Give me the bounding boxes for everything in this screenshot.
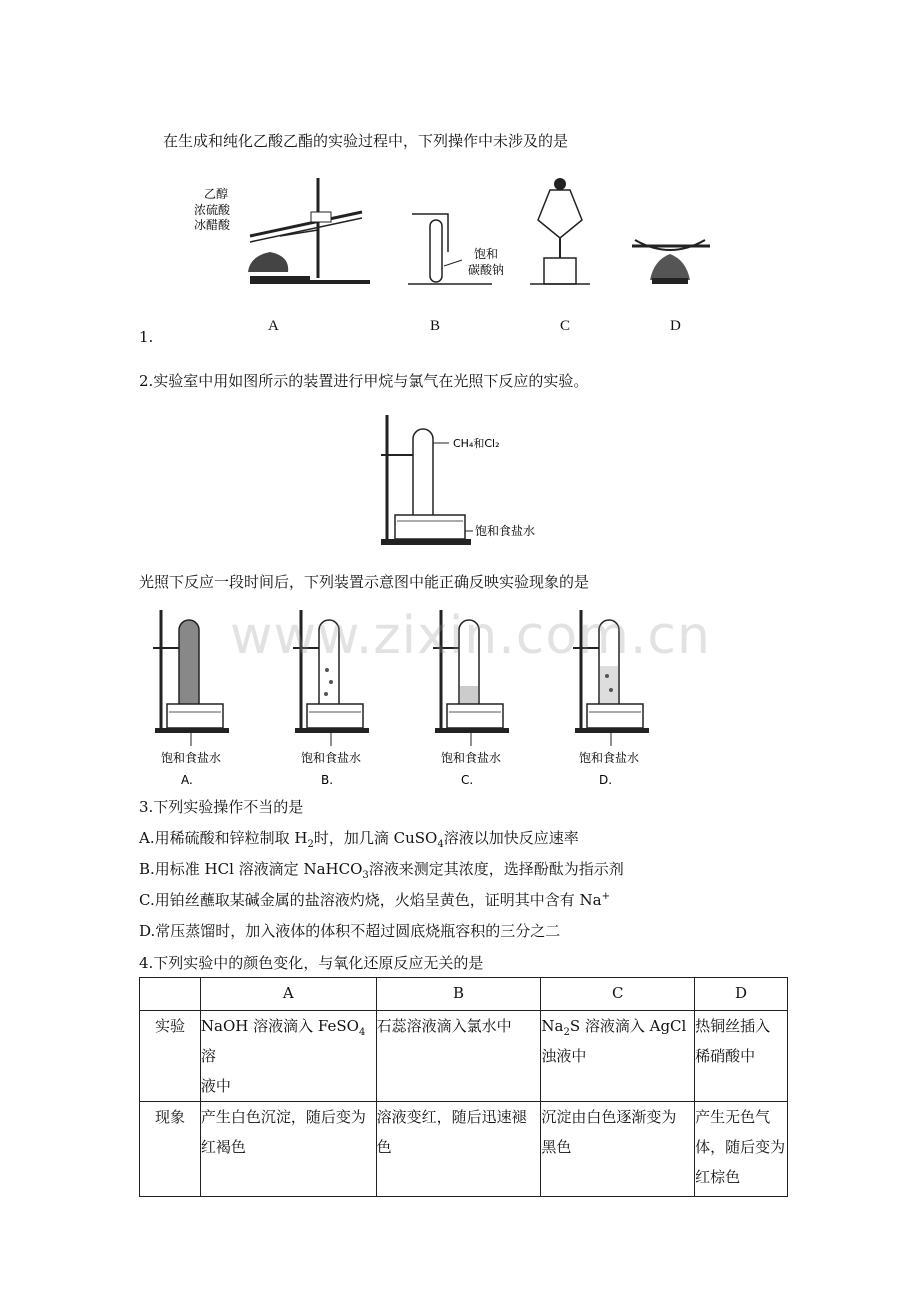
obs-cell-c: 沉淀由白色逐渐变为 黑色 xyxy=(541,1102,695,1197)
row-label-phenomenon: 现象 xyxy=(140,1102,201,1197)
table-row-phenomenon xyxy=(140,1102,788,1197)
q2-option-a xyxy=(153,610,229,787)
q2-option-c-brine: 饱和食盐水 xyxy=(441,751,502,765)
q4-stem: 4.下列实验中的颜色变化，与氧化还原反应无关的是 xyxy=(139,954,484,972)
reagent-label-2: 浓硫酸 xyxy=(194,203,231,217)
q3-option-a: A.用稀硫酸和锌粒制取 $H_2$时，加几滴 CuSO$_4$溶液以加快反应速率 xyxy=(139,829,579,850)
obs-cell-b: 溶液变红，随后迅速褪 色 xyxy=(376,1102,541,1197)
q1-label-b: B xyxy=(430,318,441,334)
q2-followup: 光照下反应一段时间后，下列装置示意图中能正确反映实验现象的是 xyxy=(139,573,590,591)
q1-stem: 在生成和纯化乙酸乙酯的实验过程中，下列操作中未涉及的是 xyxy=(163,132,569,150)
table-header-a: A xyxy=(200,978,376,1011)
q1-number: 1. xyxy=(139,328,154,346)
table-header-c: C xyxy=(541,978,695,1011)
exp-cell-b: 石蕊溶液滴入氯水中 xyxy=(376,1011,541,1102)
exp-cell-d: 热铜丝插入 稀硝酸中 xyxy=(695,1011,788,1102)
reagent-label-1: 乙醇 xyxy=(204,187,229,201)
q2-brine-label: 饱和食盐水 xyxy=(475,524,536,538)
sodium-label-1: 饱和 xyxy=(474,247,499,261)
table-header-d: D xyxy=(695,978,788,1011)
q2-option-c-label: C. xyxy=(461,773,474,787)
exp-cell-c: $Na_2S$ 溶液滴入 AgCl 浊液中 xyxy=(541,1011,695,1102)
q1-apparatus-d xyxy=(632,240,710,284)
q3-option-c: C.用铂丝蘸取某碱金属的盐溶液灼烧，火焰呈黄色，证明其中含有 Na+ xyxy=(139,891,610,909)
obs-cell-a: 产生白色沉淀，随后变为 红褐色 xyxy=(200,1102,376,1197)
table-header-b: B xyxy=(376,978,541,1011)
q2-option-b-label: B. xyxy=(321,773,334,787)
q2-option-a-brine: 饱和食盐水 xyxy=(161,751,222,765)
q2-gas-label: CH₄和Cl₂ xyxy=(453,437,500,450)
q2-option-b-brine: 饱和食盐水 xyxy=(301,751,362,765)
table-row-experiment xyxy=(140,1011,788,1102)
watermark: www.zixin.com.cn xyxy=(230,606,711,666)
q1-apparatus-figure xyxy=(180,172,740,292)
table-header-empty xyxy=(140,978,201,1011)
q2-main-apparatus xyxy=(377,407,542,552)
row-label-experiment: 实验 xyxy=(140,1011,201,1102)
q4-table xyxy=(139,977,788,1197)
q1-label-c: C xyxy=(560,318,571,334)
sodium-label-2: 碳酸钠 xyxy=(468,263,505,277)
q2-option-a-label: A. xyxy=(181,773,193,787)
q2-option-d-label: D. xyxy=(599,773,613,787)
exp-cell-a: NaOH 溶液滴入 FeSO$_4$溶 液中 xyxy=(200,1011,376,1102)
q1-apparatus-a xyxy=(194,178,370,284)
q1-label-d: D xyxy=(670,318,681,334)
q1-apparatus-b xyxy=(408,214,504,284)
q3-option-b: B.用标准 HCl 溶液滴定 NaHCO$_3$溶液来测定其浓度，选择酚酞为指示剂 xyxy=(139,860,624,881)
q1-label-a: A xyxy=(268,318,279,334)
table-header-row xyxy=(140,978,788,1011)
q3-stem: 3.下列实验操作不当的是 xyxy=(139,798,304,816)
q2-stem: 2.实验室中用如图所示的装置进行甲烷与氯气在光照下反应的实验。 xyxy=(139,372,589,390)
q2-option-d-brine: 饱和食盐水 xyxy=(579,751,640,765)
obs-cell-d: 产生无色气 体，随后变为 红棕色 xyxy=(695,1102,788,1197)
reagent-label-3: 冰醋酸 xyxy=(194,218,231,232)
q1-apparatus-c xyxy=(530,178,590,284)
q3-option-d: D.常压蒸馏时，加入液体的体积不超过圆底烧瓶容积的三分之二 xyxy=(139,922,561,940)
